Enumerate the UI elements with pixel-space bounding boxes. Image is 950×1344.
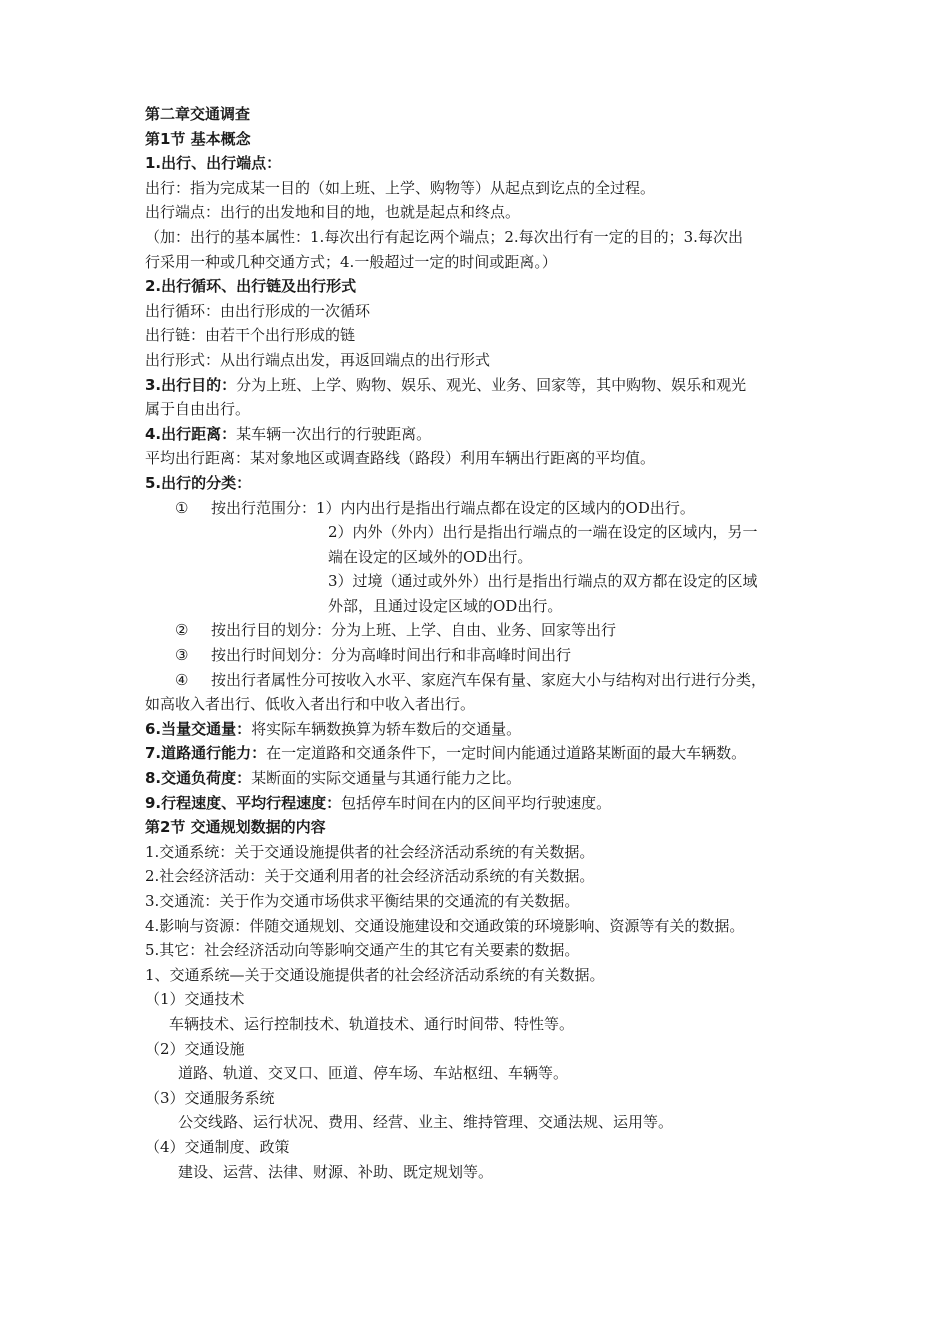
- section-title: 第2节 交通规划数据的内容: [145, 818, 326, 837]
- paragraph: 1、交通系统—关于交通设施提供者的社会经济活动系统的有关数据。: [145, 965, 605, 984]
- paragraph: （加：出行的基本属性：1.每次出行有起讫两个端点；2.每次出行有一定的目的；3.每次出: [145, 227, 743, 246]
- term: 3.出行目的：: [145, 375, 237, 394]
- paragraph: 如高收入者出行、低收入者出行和中收入者出行。: [145, 695, 476, 714]
- definition: 分为上班、上学、购物、娱乐、观光、业务、回家等，其中购物、娱乐和观光: [236, 375, 747, 394]
- list-item: [145, 643, 825, 668]
- list-text: 按出行目的划分：分为上班、上学、自由、业务、回家等出行: [211, 621, 617, 640]
- term: 4.出行距离：: [145, 424, 237, 443]
- paragraph: 3.交通流：关于作为交通市场供求平衡结果的交通流的有关数据。: [145, 892, 580, 910]
- paragraph: 外部，且通过设定区域的OD出行。: [328, 596, 563, 615]
- item-heading: 5.出行的分类：: [145, 473, 252, 492]
- paragraph: 2.社会经济活动：关于交通利用者的社会经济活动系统的有关数据。: [145, 867, 595, 886]
- list-marker: ②: [175, 621, 189, 640]
- paragraph: 3）过境（通过或外外）出行是指出行端点的双方都在设定的区域: [328, 572, 758, 591]
- sub-heading: （1）交通技术: [145, 990, 245, 1009]
- paragraph: 行采用一种或几种交通方式；4.一般超过一定的时间或距离。）: [145, 252, 557, 271]
- definition: 某断面的实际交通量与其通行能力之比。: [251, 769, 522, 788]
- sub-heading: （2）交通设施: [145, 1039, 245, 1058]
- paragraph: 1.交通系统：关于交通设施提供者的社会经济活动系统的有关数据。: [145, 842, 595, 861]
- term: 6.当量交通量：: [145, 719, 252, 738]
- paragraph: 端在设定的区域外的OD出行。: [328, 547, 533, 566]
- definition: 某车辆一次出行的行驶距离。: [236, 424, 432, 443]
- paragraph: 车辆技术、运行控制技术、轨道技术、通行时间带、特性等。: [169, 1014, 575, 1033]
- paragraph: 出行端点：出行的出发地和目的地，也就是起点和终点。: [145, 203, 521, 222]
- term: 9.行程速度、平均行程速度：: [145, 793, 342, 812]
- list-item: [145, 496, 825, 521]
- definition: 将实际车辆数换算为轿车数后的交通量。: [251, 719, 522, 738]
- sub-heading: （4）交通制度、政策: [145, 1137, 290, 1156]
- paragraph: 出行形式：从出行端点出发，再返回端点的出行形式: [145, 350, 491, 369]
- definition-line: [145, 791, 825, 816]
- list-marker: ①: [175, 498, 189, 517]
- paragraph: 出行循环：由出行形成的一次循环: [145, 301, 371, 320]
- definition-line: [145, 717, 825, 742]
- term: 8.交通负荷度：: [145, 769, 252, 788]
- term: 7.道路通行能力：: [145, 744, 267, 763]
- paragraph: 出行：指为完成某一目的（如上班、上学、购物等）从起点到讫点的全过程。: [145, 178, 656, 197]
- paragraph: 平均出行距离：某对象地区或调查路线（路段）利用车辆出行距离的平均值。: [145, 449, 656, 468]
- list-text: 按出行范围分：1）内内出行是指出行端点都在设定的区域内的OD出行。: [211, 498, 695, 517]
- definition-line: [145, 373, 825, 398]
- paragraph: 道路、轨道、交叉口、匝道、停车场、车站枢纽、车辆等。: [178, 1064, 569, 1083]
- list-item: [145, 618, 825, 643]
- paragraph: 2）内外（外内）出行是指出行端点的一端在设定的区域内，另一: [328, 523, 758, 542]
- paragraph: 建设、运营、法律、财源、补助、既定规划等。: [178, 1162, 494, 1181]
- paragraph: 出行链：由若干个出行形成的链: [145, 326, 356, 345]
- list-marker: ④: [175, 670, 189, 689]
- document-page: [145, 102, 825, 1184]
- list-text: 按出行者属性分可按收入水平、家庭汽车保有量、家庭大小与结构对出行进行分类，: [211, 670, 767, 689]
- paragraph: 5.其它：社会经济活动向等影响交通产生的其它有关要素的数据。: [145, 941, 580, 960]
- list-item: [145, 668, 825, 693]
- chapter-title: 第二章交通调查: [145, 105, 251, 123]
- list-text: 按出行时间划分：分为高峰时间出行和非高峰时间出行: [211, 646, 572, 665]
- paragraph: 公交线路、运行状况、费用、经营、业主、维持管理、交通法规、运用等。: [178, 1113, 674, 1132]
- section-title: 第1节 基本概念: [145, 129, 251, 148]
- definition: 在一定道路和交通条件下，一定时间内能通过道路某断面的最大车辆数。: [266, 744, 747, 763]
- definition: 包括停车时间在内的区间平均行驶速度。: [341, 793, 612, 812]
- list-marker: ③: [175, 646, 189, 665]
- paragraph: 4.影响与资源：伴随交通规划、交通设施建设和交通政策的环境影响、资源等有关的数据。: [145, 916, 745, 935]
- definition-line: [145, 766, 825, 791]
- sub-heading: （3）交通服务系统: [145, 1088, 275, 1107]
- item-heading: 1.出行、出行端点：: [145, 154, 282, 173]
- definition-line: [145, 422, 825, 447]
- paragraph: 属于自由出行。: [145, 400, 251, 419]
- item-heading: 2.出行循环、出行链及出行形式: [145, 277, 357, 296]
- definition-line: [145, 741, 825, 766]
